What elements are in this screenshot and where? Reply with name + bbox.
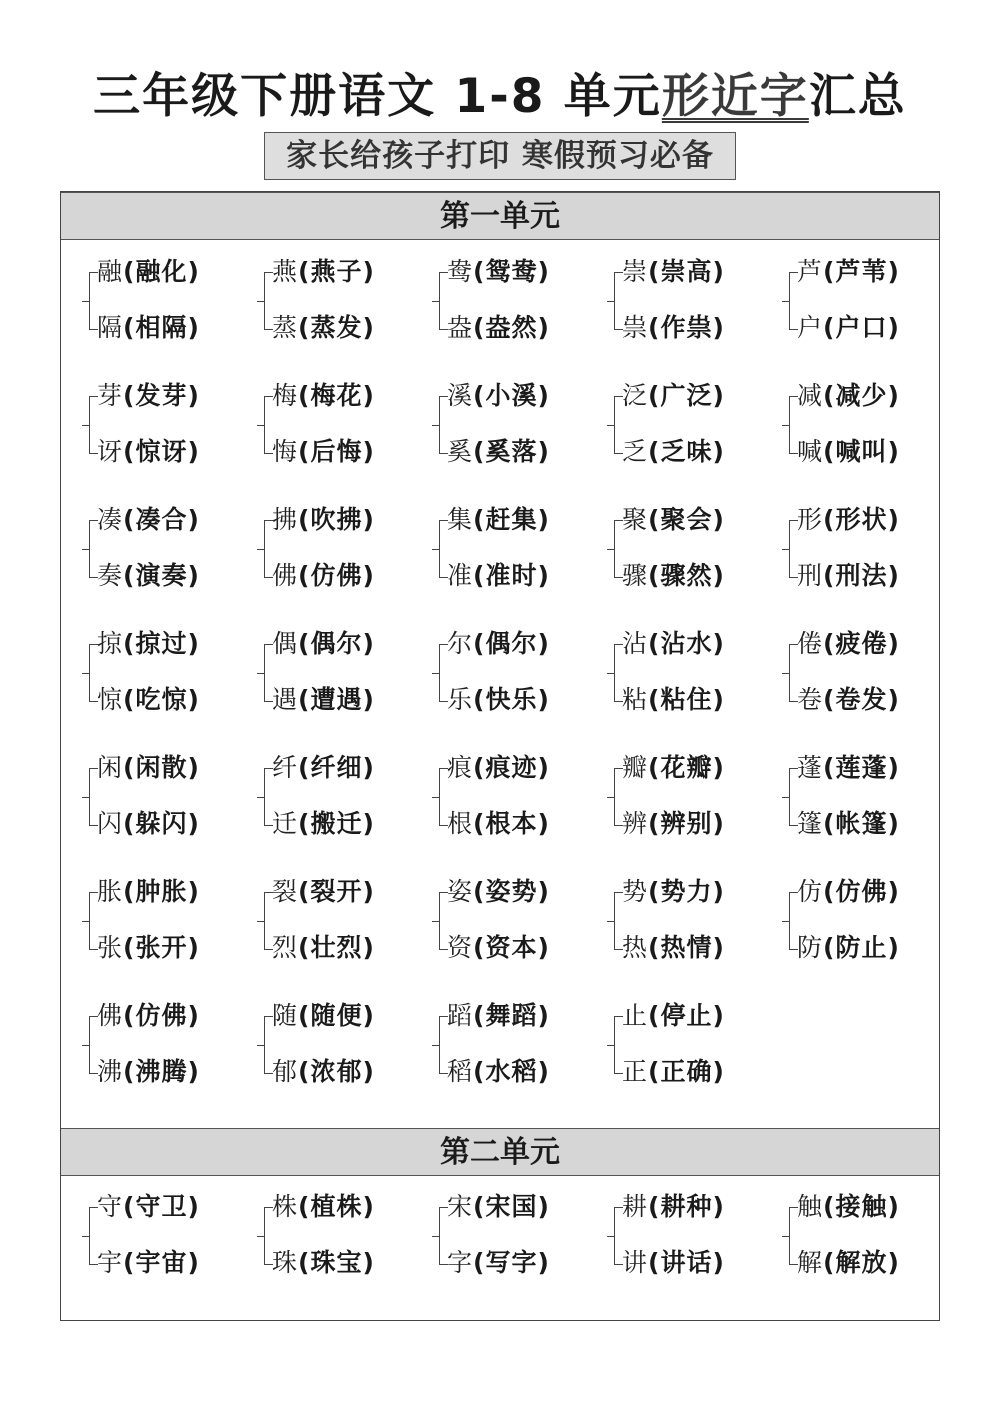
char-entry <box>447 1056 550 1088</box>
character: 刑 <box>797 561 824 590</box>
example-word: (正确) <box>648 1057 725 1086</box>
character: 闪 <box>97 809 124 838</box>
example-word: (准时) <box>473 561 550 590</box>
char-entry <box>97 684 200 716</box>
char-entry <box>97 932 200 964</box>
char-entry <box>622 876 725 908</box>
unit-header-1: 第一单元 <box>61 192 939 240</box>
char-entry <box>447 504 550 536</box>
character: 沸 <box>97 1057 124 1086</box>
character: 形 <box>797 505 824 534</box>
char-entry <box>797 1191 900 1223</box>
char-entry <box>97 504 200 536</box>
char-pair <box>264 504 434 604</box>
example-word: (户口) <box>823 313 900 342</box>
example-word: (帐篷) <box>823 809 900 838</box>
example-word: (浓郁) <box>298 1057 375 1086</box>
example-word: (芦苇) <box>823 257 900 286</box>
example-word: (讲话) <box>648 1248 725 1277</box>
char-pair <box>439 876 609 976</box>
char-pair <box>439 256 609 356</box>
character: 崇 <box>622 257 649 286</box>
char-entry <box>797 808 900 840</box>
char-entry <box>272 380 375 412</box>
char-pair <box>614 1191 784 1291</box>
example-word: (根本) <box>473 809 550 838</box>
char-entry <box>622 1247 725 1279</box>
character: 守 <box>97 1192 124 1221</box>
character: 随 <box>272 1001 299 1030</box>
char-entry <box>447 752 550 784</box>
example-word: (水稻) <box>473 1057 550 1086</box>
char-entry <box>97 312 200 344</box>
example-word: (仿佛) <box>823 877 900 906</box>
character: 尔 <box>447 629 474 658</box>
character: 纤 <box>272 753 299 782</box>
example-word: (沾水) <box>648 629 725 658</box>
character: 讶 <box>97 437 124 466</box>
example-word: (演奏) <box>123 561 200 590</box>
example-word: (鸳鸯) <box>473 257 550 286</box>
character: 资 <box>447 933 474 962</box>
character: 偶 <box>272 629 299 658</box>
character: 掠 <box>97 629 124 658</box>
char-entry <box>272 1247 375 1279</box>
example-word: (发芽) <box>123 381 200 410</box>
example-word: (裂开) <box>298 877 375 906</box>
char-entry <box>622 1191 725 1223</box>
character: 宋 <box>447 1192 474 1221</box>
character: 遇 <box>272 685 299 714</box>
example-word: (辨别) <box>648 809 725 838</box>
char-pair <box>614 1000 784 1100</box>
char-entry <box>797 436 900 468</box>
character: 鸯 <box>447 257 474 286</box>
char-pair <box>614 504 784 604</box>
char-entry <box>97 628 200 660</box>
example-word: (壮烈) <box>298 933 375 962</box>
example-word: (燕子) <box>298 257 375 286</box>
example-word: (花瓣) <box>648 753 725 782</box>
char-pair <box>439 752 609 852</box>
character: 乐 <box>447 685 474 714</box>
character: 瓣 <box>622 753 649 782</box>
example-word: (梅花) <box>298 381 375 410</box>
character: 奏 <box>97 561 124 590</box>
example-word: (吃惊) <box>123 685 200 714</box>
char-entry <box>97 808 200 840</box>
char-entry <box>447 1000 550 1032</box>
char-pair <box>264 876 434 976</box>
example-word: (莲蓬) <box>823 753 900 782</box>
example-word: (掠过) <box>123 629 200 658</box>
character: 势 <box>622 877 649 906</box>
character: 集 <box>447 505 474 534</box>
char-entry <box>797 1247 900 1279</box>
char-entry <box>797 752 900 784</box>
character: 沾 <box>622 629 649 658</box>
character: 株 <box>272 1192 299 1221</box>
char-pair <box>264 628 434 728</box>
character: 隔 <box>97 313 124 342</box>
char-entry <box>272 560 375 592</box>
char-pair <box>439 380 609 480</box>
example-word: (偶尔) <box>473 629 550 658</box>
character: 泛 <box>622 381 649 410</box>
char-entry <box>447 932 550 964</box>
char-pair <box>789 380 959 480</box>
character: 卷 <box>797 685 824 714</box>
char-entry <box>797 628 900 660</box>
char-entry <box>622 380 725 412</box>
char-entry <box>272 1191 375 1223</box>
character: 篷 <box>797 809 824 838</box>
example-word: (搬迁) <box>298 809 375 838</box>
example-word: (偶尔) <box>298 629 375 658</box>
character: 减 <box>797 381 824 410</box>
char-entry <box>622 1000 725 1032</box>
example-word: (解放) <box>823 1248 900 1277</box>
char-pair <box>89 1000 259 1100</box>
example-word: (写字) <box>473 1248 550 1277</box>
character: 梅 <box>272 381 299 410</box>
character: 粘 <box>622 685 649 714</box>
char-entry <box>622 256 725 288</box>
example-word: (聚会) <box>648 505 725 534</box>
example-word: (作祟) <box>648 313 725 342</box>
char-pair <box>789 628 959 728</box>
example-word: (珠宝) <box>298 1248 375 1277</box>
character: 盎 <box>447 313 474 342</box>
character: 裂 <box>272 877 299 906</box>
character: 根 <box>447 809 474 838</box>
char-pair <box>789 504 959 604</box>
char-entry <box>797 256 900 288</box>
char-entry <box>622 932 725 964</box>
character: 拂 <box>272 505 299 534</box>
character: 乏 <box>622 437 649 466</box>
example-word: (刑法) <box>823 561 900 590</box>
example-word: (卷发) <box>823 685 900 714</box>
character: 字 <box>447 1248 474 1277</box>
character: 张 <box>97 933 124 962</box>
char-pair <box>89 752 259 852</box>
example-word: (赶集) <box>473 505 550 534</box>
example-word: (肿胀) <box>123 877 200 906</box>
char-entry <box>97 752 200 784</box>
character: 祟 <box>622 313 649 342</box>
char-entry <box>272 312 375 344</box>
character: 正 <box>622 1057 649 1086</box>
char-entry <box>272 1000 375 1032</box>
example-word: (融化) <box>123 257 200 286</box>
character: 惊 <box>97 685 124 714</box>
character: 佛 <box>97 1001 124 1030</box>
title-prefix: 三年级下册语文 1-8 单元 <box>93 69 662 124</box>
character: 芽 <box>97 381 124 410</box>
char-pair <box>439 1191 609 1291</box>
char-entry <box>797 932 900 964</box>
character: 聚 <box>622 505 649 534</box>
char-entry <box>797 504 900 536</box>
character: 喊 <box>797 437 824 466</box>
char-entry <box>97 1056 200 1088</box>
example-word: (吹拂) <box>298 505 375 534</box>
char-pair <box>789 876 959 976</box>
char-entry <box>447 560 550 592</box>
char-entry <box>622 1056 725 1088</box>
page-title <box>0 62 1000 132</box>
char-entry <box>447 628 550 660</box>
example-word: (小溪) <box>473 381 550 410</box>
example-word: (热情) <box>648 933 725 962</box>
char-entry <box>447 436 550 468</box>
char-pair <box>614 876 784 976</box>
example-word: (喊叫) <box>823 437 900 466</box>
character: 珠 <box>272 1248 299 1277</box>
example-word: (崇高) <box>648 257 725 286</box>
character: 骤 <box>622 561 649 590</box>
example-word: (凑合) <box>123 505 200 534</box>
char-pair <box>614 752 784 852</box>
character: 热 <box>622 933 649 962</box>
character: 蹈 <box>447 1001 474 1030</box>
character: 佛 <box>272 561 299 590</box>
subtitle-box: 家长给孩子打印 寒假预习必备 <box>264 132 736 180</box>
example-word: (乏味) <box>648 437 725 466</box>
example-word: (宋国) <box>473 1192 550 1221</box>
example-word: (广泛) <box>648 381 725 410</box>
character: 姿 <box>447 877 474 906</box>
char-entry <box>272 684 375 716</box>
character: 蓬 <box>797 753 824 782</box>
char-entry <box>272 808 375 840</box>
char-entry <box>97 380 200 412</box>
char-entry <box>447 380 550 412</box>
char-entry <box>97 1247 200 1279</box>
char-entry <box>797 560 900 592</box>
char-pair <box>264 256 434 356</box>
char-pair <box>439 504 609 604</box>
char-entry <box>272 932 375 964</box>
example-word: (躲闪) <box>123 809 200 838</box>
example-word: (停止) <box>648 1001 725 1030</box>
char-pair <box>89 380 259 480</box>
char-entry <box>272 752 375 784</box>
char-entry <box>622 752 725 784</box>
example-word: (疲倦) <box>823 629 900 658</box>
example-word: (宇宙) <box>123 1248 200 1277</box>
char-entry <box>447 1191 550 1223</box>
character: 闲 <box>97 753 124 782</box>
character: 触 <box>797 1192 824 1221</box>
char-entry <box>97 560 200 592</box>
char-pair <box>264 752 434 852</box>
char-entry <box>272 504 375 536</box>
example-word: (形状) <box>823 505 900 534</box>
character: 仿 <box>797 877 824 906</box>
example-word: (接触) <box>823 1192 900 1221</box>
example-word: (奚落) <box>473 437 550 466</box>
char-entry <box>797 684 900 716</box>
char-pair <box>439 628 609 728</box>
char-entry <box>447 684 550 716</box>
character: 奚 <box>447 437 474 466</box>
example-word: (姿势) <box>473 877 550 906</box>
example-word: (痕迹) <box>473 753 550 782</box>
character: 烈 <box>272 933 299 962</box>
example-word: (舞蹈) <box>473 1001 550 1030</box>
example-word: (张开) <box>123 933 200 962</box>
character: 胀 <box>97 877 124 906</box>
title-suffix: 汇总 <box>808 69 907 124</box>
example-word: (沸腾) <box>123 1057 200 1086</box>
example-word: (资本) <box>473 933 550 962</box>
content-frame <box>60 191 940 1321</box>
char-entry <box>97 876 200 908</box>
char-entry <box>622 808 725 840</box>
char-entry <box>797 312 900 344</box>
char-pair <box>264 1000 434 1100</box>
example-word: (耕种) <box>648 1192 725 1221</box>
char-entry <box>97 1000 200 1032</box>
example-word: (势力) <box>648 877 725 906</box>
example-word: (减少) <box>823 381 900 410</box>
char-entry <box>622 684 725 716</box>
example-word: (惊讶) <box>123 437 200 466</box>
unit-header-2: 第二单元 <box>61 1128 939 1176</box>
example-word: (闲散) <box>123 753 200 782</box>
character: 宇 <box>97 1248 124 1277</box>
title-highlight: 形近字 <box>661 69 809 124</box>
char-entry <box>272 628 375 660</box>
char-entry <box>622 312 725 344</box>
example-word: (仿佛) <box>123 1001 200 1030</box>
character: 止 <box>622 1001 649 1030</box>
example-word: (防止) <box>823 933 900 962</box>
character: 迁 <box>272 809 299 838</box>
char-entry <box>797 876 900 908</box>
char-entry <box>447 876 550 908</box>
character: 蒸 <box>272 313 299 342</box>
character: 倦 <box>797 629 824 658</box>
example-word: (盎然) <box>473 313 550 342</box>
character: 悔 <box>272 437 299 466</box>
char-pair <box>89 1191 259 1291</box>
character: 讲 <box>622 1248 649 1277</box>
character: 燕 <box>272 257 299 286</box>
char-pair <box>614 628 784 728</box>
char-entry <box>272 436 375 468</box>
character: 准 <box>447 561 474 590</box>
character: 耕 <box>622 1192 649 1221</box>
character: 稻 <box>447 1057 474 1086</box>
character: 解 <box>797 1248 824 1277</box>
example-word: (后悔) <box>298 437 375 466</box>
char-pair <box>89 504 259 604</box>
char-pair <box>789 752 959 852</box>
char-entry <box>272 256 375 288</box>
example-word: (粘住) <box>648 685 725 714</box>
character: 溪 <box>447 381 474 410</box>
char-pair <box>89 256 259 356</box>
example-word: (快乐) <box>473 685 550 714</box>
char-entry <box>622 560 725 592</box>
char-pair <box>614 380 784 480</box>
char-entry <box>622 628 725 660</box>
example-word: (仿佛) <box>298 561 375 590</box>
char-entry <box>622 504 725 536</box>
char-pair <box>264 1191 434 1291</box>
example-word: (相隔) <box>123 313 200 342</box>
character: 痕 <box>447 753 474 782</box>
char-entry <box>97 256 200 288</box>
example-word: (蒸发) <box>298 313 375 342</box>
character: 郁 <box>272 1057 299 1086</box>
char-pair <box>439 1000 609 1100</box>
char-pair <box>789 256 959 356</box>
example-word: (植株) <box>298 1192 375 1221</box>
char-pair <box>89 628 259 728</box>
char-entry <box>447 1247 550 1279</box>
char-pair <box>89 876 259 976</box>
example-word: (纤细) <box>298 753 375 782</box>
example-word: (骤然) <box>648 561 725 590</box>
character: 凑 <box>97 505 124 534</box>
character: 辨 <box>622 809 649 838</box>
char-entry <box>97 1191 200 1223</box>
example-word: (遭遇) <box>298 685 375 714</box>
character: 芦 <box>797 257 824 286</box>
char-entry <box>447 256 550 288</box>
char-entry <box>447 808 550 840</box>
character: 融 <box>97 257 124 286</box>
char-entry <box>447 312 550 344</box>
example-word: (守卫) <box>123 1192 200 1221</box>
char-entry <box>622 436 725 468</box>
char-pair <box>264 380 434 480</box>
char-entry <box>797 380 900 412</box>
character: 防 <box>797 933 824 962</box>
char-entry <box>272 1056 375 1088</box>
char-entry <box>272 876 375 908</box>
char-entry <box>97 436 200 468</box>
char-pair <box>614 256 784 356</box>
character: 户 <box>797 313 824 342</box>
example-word: (随便) <box>298 1001 375 1030</box>
char-pair <box>789 1191 959 1291</box>
